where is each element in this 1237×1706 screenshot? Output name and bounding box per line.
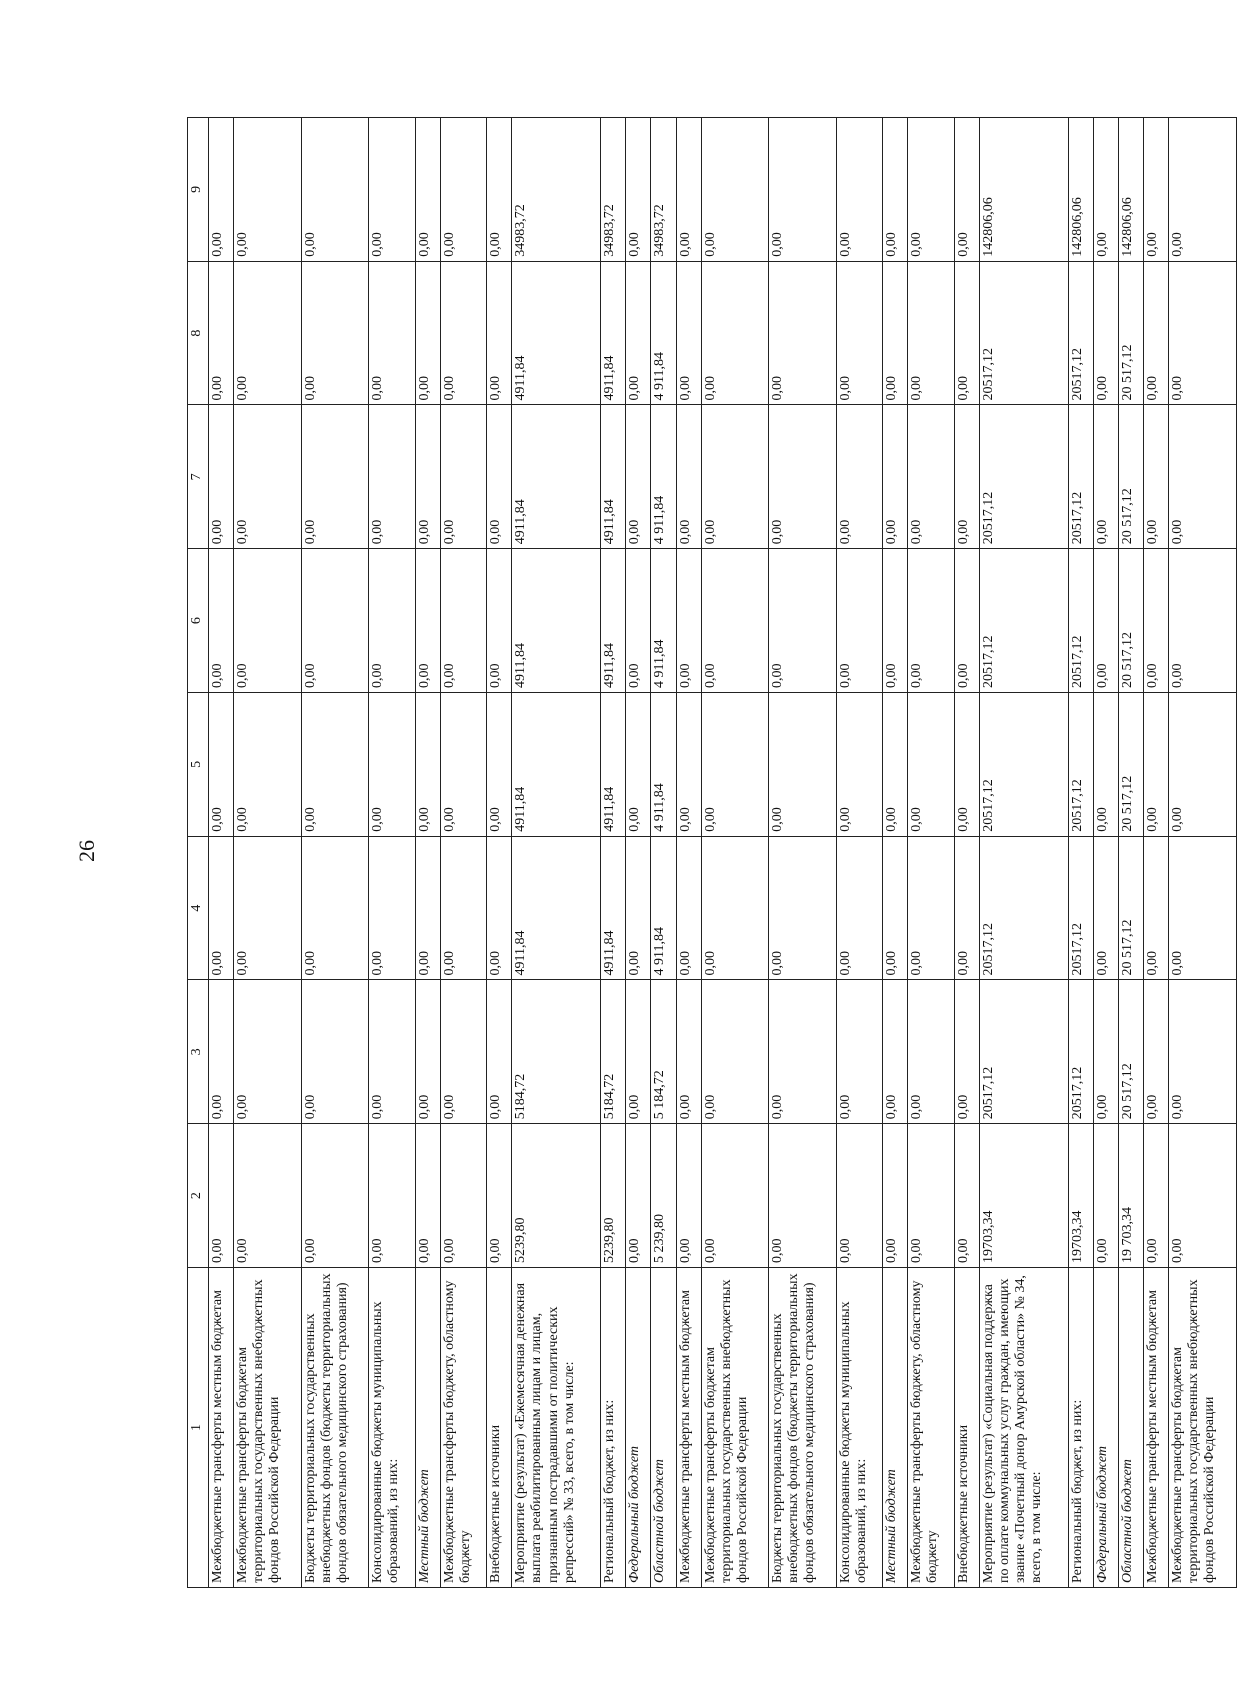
row-label: Бюджеты территориальных государственных внебюджетных фондов (бюджеты территориальных фондов обязательного медицинского страхования) (769, 1268, 837, 1588)
value-cell: 0,00 (883, 980, 908, 1124)
value-cell: 0,00 (487, 836, 512, 980)
value-cell: 0,00 (1093, 405, 1118, 549)
value-cell: 20 517,12 (1118, 261, 1143, 405)
value-cell: 0,00 (836, 549, 882, 693)
table-row (836, 118, 882, 1588)
value-cell: 0,00 (209, 118, 234, 262)
value-cell: 0,00 (626, 405, 651, 549)
value-cell: 0,00 (415, 405, 440, 549)
table-row (369, 118, 415, 1588)
value-cell: 0,00 (487, 693, 512, 837)
row-label: Внебюджетные источники (487, 1268, 512, 1588)
value-cell: 0,00 (701, 118, 769, 262)
value-cell: 0,00 (440, 1124, 486, 1268)
value-cell: 0,00 (440, 836, 486, 980)
value-cell: 0,00 (440, 118, 486, 262)
row-label: Межбюджетные трансферты бюджету, областному бюджету (440, 1268, 486, 1588)
value-cell: 0,00 (769, 980, 837, 1124)
value-cell: 0,00 (487, 405, 512, 549)
value-cell: 0,00 (908, 261, 954, 405)
value-cell: 0,00 (1144, 549, 1169, 693)
value-cell: 0,00 (701, 549, 769, 693)
value-cell: 0,00 (908, 549, 954, 693)
table-body (209, 118, 1237, 1588)
value-cell: 0,00 (1169, 1124, 1237, 1268)
value-cell: 0,00 (954, 549, 979, 693)
value-cell: 20 517,12 (1118, 693, 1143, 837)
value-cell: 4911,84 (512, 261, 601, 405)
value-cell: 20517,12 (979, 836, 1068, 980)
table-row (908, 118, 954, 1588)
value-cell: 20517,12 (1068, 405, 1093, 549)
table-row (1093, 118, 1118, 1588)
column-header: 9 (188, 118, 209, 262)
value-cell: 0,00 (836, 261, 882, 405)
value-cell: 5239,80 (512, 1124, 601, 1268)
table-row (769, 118, 837, 1588)
value-cell: 5 239,80 (651, 1124, 676, 1268)
value-cell: 0,00 (769, 118, 837, 262)
value-cell: 0,00 (769, 261, 837, 405)
value-cell: 0,00 (369, 693, 415, 837)
value-cell: 0,00 (626, 261, 651, 405)
table-row (415, 118, 440, 1588)
row-label: Бюджеты территориальных государственных внебюджетных фондов (бюджеты территориальных фондов обязательного медицинского страхования) (301, 1268, 369, 1588)
value-cell: 20517,12 (979, 261, 1068, 405)
row-label: Областной бюджет (1118, 1268, 1143, 1588)
value-cell: 0,00 (209, 549, 234, 693)
value-cell: 20517,12 (1068, 980, 1093, 1124)
value-cell: 0,00 (1169, 980, 1237, 1124)
value-cell: 0,00 (883, 693, 908, 837)
value-cell: 0,00 (701, 1124, 769, 1268)
value-cell: 0,00 (769, 836, 837, 980)
value-cell: 0,00 (234, 118, 302, 262)
value-cell: 0,00 (487, 980, 512, 1124)
column-header: 4 (188, 836, 209, 980)
value-cell: 0,00 (676, 980, 701, 1124)
row-label: Местный бюджет (415, 1268, 440, 1588)
row-label: Мероприятие (результат) «Ежемесячная денежная выплата реабилитированным лицам и лицам, признанным пострадавшими от политических репрессий» № 33, всего, в том числе: (512, 1268, 601, 1588)
value-cell: 0,00 (301, 693, 369, 837)
value-cell: 0,00 (836, 693, 882, 837)
row-label: Межбюджетные трансферты бюджетам территориальных государственных внебюджетных фондов Российской Федерации (234, 1268, 302, 1588)
value-cell: 0,00 (369, 836, 415, 980)
value-cell: 0,00 (836, 118, 882, 262)
row-label: Межбюджетные трансферты бюджету, областному бюджету (908, 1268, 954, 1588)
value-cell: 0,00 (1169, 261, 1237, 405)
value-cell: 34983,72 (651, 118, 676, 262)
value-cell: 20 517,12 (1118, 549, 1143, 693)
value-cell: 0,00 (234, 1124, 302, 1268)
value-cell: 0,00 (954, 693, 979, 837)
table-row (601, 118, 626, 1588)
value-cell: 0,00 (1093, 693, 1118, 837)
value-cell: 142806,06 (1118, 118, 1143, 262)
value-cell: 0,00 (954, 1124, 979, 1268)
table-row (626, 118, 651, 1588)
value-cell: 0,00 (883, 549, 908, 693)
value-cell: 4911,84 (512, 405, 601, 549)
value-cell: 0,00 (415, 1124, 440, 1268)
value-cell: 0,00 (1093, 836, 1118, 980)
value-cell: 0,00 (369, 980, 415, 1124)
value-cell: 0,00 (701, 405, 769, 549)
row-label: Межбюджетные трансферты бюджетам территориальных государственных внебюджетных фондов Российской Федерации (701, 1268, 769, 1588)
value-cell: 4 911,84 (651, 693, 676, 837)
value-cell: 0,00 (369, 549, 415, 693)
value-cell: 0,00 (769, 405, 837, 549)
value-cell: 0,00 (301, 118, 369, 262)
table-row (954, 118, 979, 1588)
value-cell: 0,00 (676, 405, 701, 549)
value-cell: 19703,34 (979, 1124, 1068, 1268)
value-cell: 0,00 (1144, 693, 1169, 837)
row-label: Областной бюджет (651, 1268, 676, 1588)
table-row (512, 118, 601, 1588)
value-cell: 5 184,72 (651, 980, 676, 1124)
value-cell: 0,00 (626, 118, 651, 262)
row-label: Консолидированные бюджеты муниципальных образований, из них: (369, 1268, 415, 1588)
row-label: Консолидированные бюджеты муниципальных образований, из них: (836, 1268, 882, 1588)
value-cell: 0,00 (209, 980, 234, 1124)
value-cell: 5184,72 (512, 980, 601, 1124)
value-cell: 0,00 (626, 980, 651, 1124)
value-cell: 0,00 (883, 261, 908, 405)
value-cell: 0,00 (954, 118, 979, 262)
value-cell: 0,00 (415, 118, 440, 262)
value-cell: 0,00 (836, 836, 882, 980)
row-label: Региональный бюджет, из них: (1068, 1268, 1093, 1588)
value-cell: 19 703,34 (1118, 1124, 1143, 1268)
value-cell: 0,00 (440, 549, 486, 693)
value-cell: 0,00 (1169, 836, 1237, 980)
value-cell: 142806,06 (979, 118, 1068, 262)
row-label: Местный бюджет (883, 1268, 908, 1588)
value-cell: 0,00 (301, 980, 369, 1124)
value-cell: 0,00 (1093, 980, 1118, 1124)
value-cell: 0,00 (301, 549, 369, 693)
column-header: 2 (188, 1124, 209, 1268)
table-row (1118, 118, 1143, 1588)
table-row (676, 118, 701, 1588)
header-row (188, 118, 209, 1588)
value-cell: 0,00 (954, 405, 979, 549)
value-cell: 4 911,84 (651, 405, 676, 549)
value-cell: 0,00 (676, 261, 701, 405)
table-row (883, 118, 908, 1588)
value-cell: 0,00 (440, 261, 486, 405)
rotated-table-container (187, 118, 1237, 1588)
value-cell: 0,00 (908, 405, 954, 549)
row-label: Региональный бюджет, из них: (601, 1268, 626, 1588)
value-cell: 0,00 (415, 261, 440, 405)
value-cell: 0,00 (769, 693, 837, 837)
value-cell: 4 911,84 (651, 549, 676, 693)
value-cell: 0,00 (1093, 549, 1118, 693)
value-cell: 0,00 (908, 836, 954, 980)
value-cell: 0,00 (234, 836, 302, 980)
value-cell: 0,00 (769, 1124, 837, 1268)
value-cell: 0,00 (954, 836, 979, 980)
value-cell: 0,00 (440, 693, 486, 837)
row-label: Федеральный бюджет (1093, 1268, 1118, 1588)
value-cell: 0,00 (1144, 1124, 1169, 1268)
value-cell: 0,00 (301, 1124, 369, 1268)
row-label: Мероприятие (результат) «Социальная поддержка по оплате коммунальных услуг граждан, имеющих звание «Почетный донор Амурской области» № 34, всего, в том числе: (979, 1268, 1068, 1588)
value-cell: 0,00 (487, 118, 512, 262)
value-cell: 0,00 (1093, 1124, 1118, 1268)
value-cell: 5239,80 (601, 1124, 626, 1268)
value-cell: 0,00 (626, 549, 651, 693)
value-cell: 0,00 (883, 118, 908, 262)
value-cell: 20517,12 (1068, 261, 1093, 405)
row-label: Межбюджетные трансферты местным бюджетам (209, 1268, 234, 1588)
table-row (651, 118, 676, 1588)
value-cell: 0,00 (908, 980, 954, 1124)
value-cell: 19703,34 (1068, 1124, 1093, 1268)
value-cell: 0,00 (234, 261, 302, 405)
value-cell: 20517,12 (1068, 693, 1093, 837)
value-cell: 20 517,12 (1118, 836, 1143, 980)
value-cell: 0,00 (369, 405, 415, 549)
value-cell: 0,00 (209, 836, 234, 980)
value-cell: 0,00 (626, 693, 651, 837)
value-cell: 0,00 (908, 693, 954, 837)
value-cell: 4911,84 (512, 549, 601, 693)
value-cell: 34983,72 (512, 118, 601, 262)
value-cell: 0,00 (415, 980, 440, 1124)
value-cell: 0,00 (908, 118, 954, 262)
value-cell: 4911,84 (512, 836, 601, 980)
table-row (234, 118, 302, 1588)
row-label: Внебюджетные источники (954, 1268, 979, 1588)
value-cell: 0,00 (676, 549, 701, 693)
value-cell: 20517,12 (979, 549, 1068, 693)
page-number: 26 (74, 840, 99, 862)
table-row (487, 118, 512, 1588)
value-cell: 0,00 (1093, 261, 1118, 405)
column-header: 3 (188, 980, 209, 1124)
value-cell: 0,00 (1144, 261, 1169, 405)
table-row (979, 118, 1068, 1588)
value-cell: 0,00 (209, 405, 234, 549)
table-row (209, 118, 234, 1588)
column-header: 8 (188, 261, 209, 405)
value-cell: 0,00 (415, 836, 440, 980)
value-cell: 0,00 (769, 549, 837, 693)
value-cell: 0,00 (369, 118, 415, 262)
value-cell: 0,00 (1144, 118, 1169, 262)
value-cell: 0,00 (234, 549, 302, 693)
value-cell: 0,00 (1144, 405, 1169, 549)
table-row (701, 118, 769, 1588)
value-cell: 0,00 (701, 836, 769, 980)
column-header: 1 (188, 1268, 209, 1588)
value-cell: 0,00 (701, 980, 769, 1124)
value-cell: 0,00 (701, 261, 769, 405)
value-cell: 0,00 (676, 836, 701, 980)
value-cell: 0,00 (1144, 836, 1169, 980)
value-cell: 0,00 (836, 405, 882, 549)
value-cell: 20517,12 (979, 693, 1068, 837)
value-cell: 0,00 (369, 261, 415, 405)
budget-table (187, 117, 1237, 1588)
value-cell: 0,00 (908, 1124, 954, 1268)
value-cell: 0,00 (1144, 980, 1169, 1124)
value-cell: 0,00 (234, 405, 302, 549)
value-cell: 0,00 (701, 693, 769, 837)
value-cell: 0,00 (209, 261, 234, 405)
table-row (440, 118, 486, 1588)
value-cell: 4911,84 (601, 405, 626, 549)
value-cell: 0,00 (301, 261, 369, 405)
value-cell: 0,00 (676, 693, 701, 837)
value-cell: 0,00 (369, 1124, 415, 1268)
value-cell: 0,00 (626, 1124, 651, 1268)
value-cell: 0,00 (883, 405, 908, 549)
value-cell: 4911,84 (601, 693, 626, 837)
value-cell: 0,00 (209, 1124, 234, 1268)
value-cell: 0,00 (301, 836, 369, 980)
value-cell: 0,00 (836, 980, 882, 1124)
table-row (1068, 118, 1093, 1588)
value-cell: 20517,12 (1068, 836, 1093, 980)
value-cell: 0,00 (1169, 405, 1237, 549)
value-cell: 0,00 (234, 980, 302, 1124)
table-row (301, 118, 369, 1588)
value-cell: 0,00 (415, 693, 440, 837)
value-cell: 0,00 (676, 1124, 701, 1268)
value-cell: 4911,84 (512, 693, 601, 837)
value-cell: 0,00 (954, 261, 979, 405)
value-cell: 20517,12 (1068, 549, 1093, 693)
row-label: Межбюджетные трансферты местным бюджетам (1144, 1268, 1169, 1588)
value-cell: 0,00 (626, 836, 651, 980)
column-header: 5 (188, 693, 209, 837)
value-cell: 0,00 (415, 549, 440, 693)
table-row (1144, 118, 1169, 1588)
value-cell: 142806,06 (1068, 118, 1093, 262)
row-label: Межбюджетные трансферты бюджетам территориальных государственных внебюджетных фондов Российской Федерации (1169, 1268, 1237, 1588)
table-row (1169, 118, 1237, 1588)
row-label: Межбюджетные трансферты местным бюджетам (676, 1268, 701, 1588)
value-cell: 20517,12 (979, 980, 1068, 1124)
value-cell: 0,00 (440, 980, 486, 1124)
value-cell: 20 517,12 (1118, 980, 1143, 1124)
value-cell: 0,00 (1169, 118, 1237, 262)
value-cell: 4911,84 (601, 549, 626, 693)
value-cell: 0,00 (209, 693, 234, 837)
value-cell: 0,00 (1093, 118, 1118, 262)
value-cell: 0,00 (234, 693, 302, 837)
value-cell: 4911,84 (601, 261, 626, 405)
row-label: Федеральный бюджет (626, 1268, 651, 1588)
column-header: 7 (188, 405, 209, 549)
value-cell: 0,00 (883, 836, 908, 980)
value-cell: 0,00 (440, 405, 486, 549)
value-cell: 4911,84 (601, 836, 626, 980)
value-cell: 0,00 (487, 261, 512, 405)
value-cell: 0,00 (954, 980, 979, 1124)
value-cell: 0,00 (487, 1124, 512, 1268)
value-cell: 0,00 (487, 549, 512, 693)
value-cell: 34983,72 (601, 118, 626, 262)
value-cell: 20517,12 (979, 405, 1068, 549)
value-cell: 0,00 (301, 405, 369, 549)
value-cell: 0,00 (1169, 549, 1237, 693)
value-cell: 0,00 (836, 1124, 882, 1268)
value-cell: 0,00 (676, 118, 701, 262)
column-header: 6 (188, 549, 209, 693)
value-cell: 0,00 (883, 1124, 908, 1268)
value-cell: 0,00 (1169, 693, 1237, 837)
value-cell: 20 517,12 (1118, 405, 1143, 549)
value-cell: 5184,72 (601, 980, 626, 1124)
value-cell: 4 911,84 (651, 836, 676, 980)
value-cell: 4 911,84 (651, 261, 676, 405)
